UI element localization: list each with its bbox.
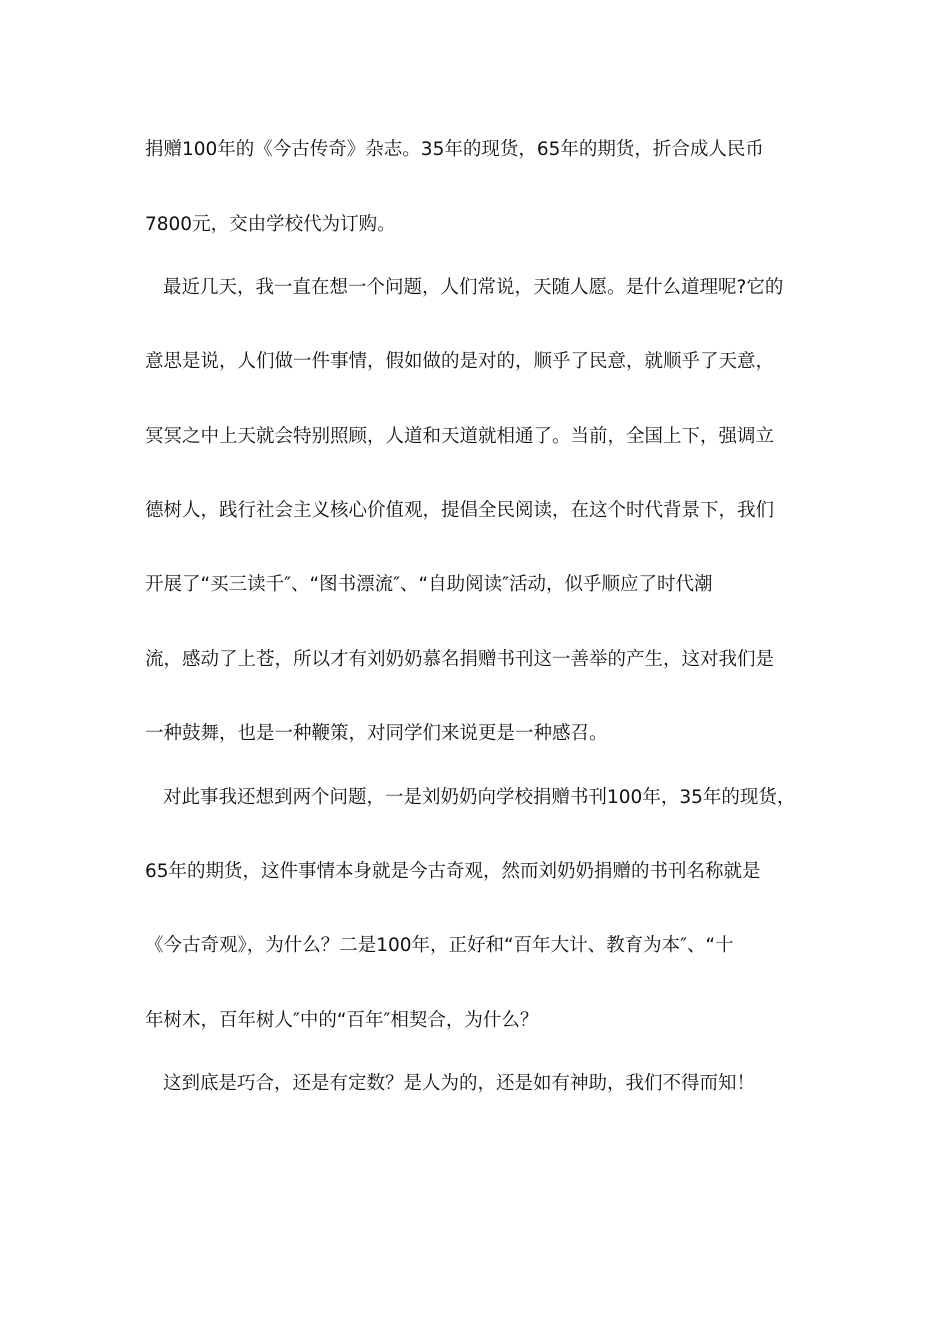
text-line: 7800元，交由学校代为订购。 [145, 214, 396, 235]
text-line: 年树木，百年树人″中的“百年″相契合，为什么？ [145, 1010, 539, 1031]
text-line: 德树人，践行社会主义核心价值观，提倡全民阅读，在这个时代背景下，我们 [145, 500, 775, 521]
text-line: 《今古奇观》，为什么？二是100年，正好和“百年大计、教育为本″、“十 [145, 935, 734, 956]
text-line: 捐赠100年的《今古传奇》杂志。35年的现货，65年的期货，折合成人民币 [145, 139, 764, 160]
text-line: 意思是说，人们做一件事情，假如做的是对的，顺乎了民意，就顺乎了天意， [145, 351, 775, 372]
paragraph-start-line: 这到底是巧合，还是有定数？是人为的，还是如有神助，我们不得而知！ [163, 1073, 756, 1094]
text-line: 一种鼓舞，也是一种鞭策，对同学们来说更是一种感召。 [145, 723, 608, 744]
text-line: 流，感动了上苍，所以才有刘奶奶慕名捐赠书刊这一善举的产生，这对我们是 [145, 649, 775, 670]
text-line: 65年的期货，这件事情本身就是今古奇观，然而刘奶奶捐赠的书刊名称就是 [145, 861, 761, 882]
paragraph-start-line: 最近几天，我一直在想一个问题，人们常说，天随人愿。是什么道理呢?它的 [163, 277, 784, 298]
text-line: 开展了“买三读千″、“图书漂流″、“自助阅读″活动，似乎顺应了时代潮 [145, 574, 713, 595]
paragraph-start-line: 对此事我还想到两个问题，一是刘奶奶向学校捐赠书刊100年，35年的现货， [163, 787, 796, 808]
text-line: 冥冥之中上天就会特别照顾，人道和天道就相通了。当前，全国上下，强调立 [145, 426, 775, 447]
